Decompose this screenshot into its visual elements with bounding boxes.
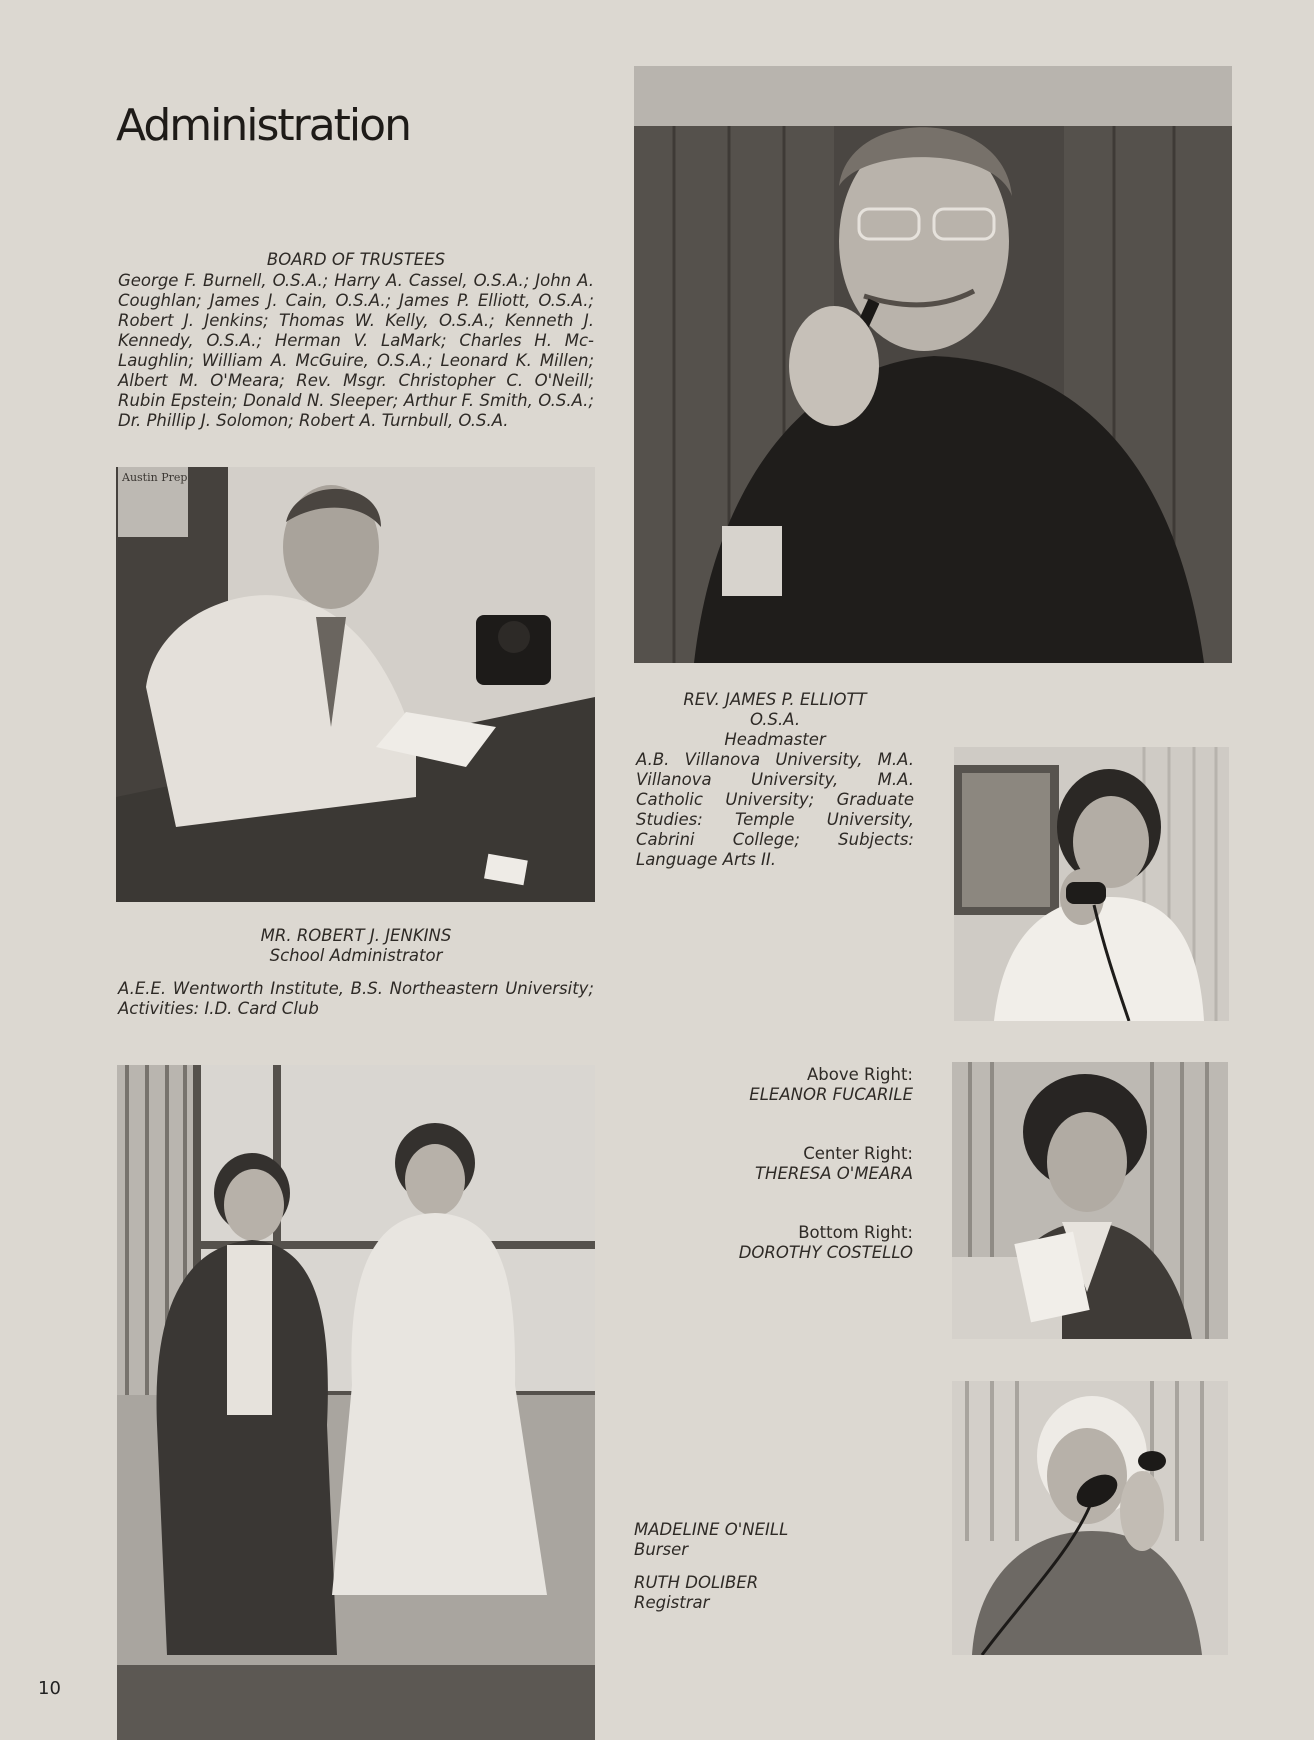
side-caption-2 <box>680 1144 913 1184</box>
staff-caption-ruth <box>634 1573 894 1613</box>
headmaster-role: Headmaster <box>724 730 826 749</box>
side-caption-name: THERESA O'MEARA <box>754 1164 913 1183</box>
side-caption-name: ELEANOR FUCARILE <box>749 1085 913 1104</box>
headmaster-photo <box>634 66 1232 663</box>
theresa-omeara-photo <box>952 1062 1228 1339</box>
staff-role: Burser <box>634 1540 689 1559</box>
administrator-role: School Administrator <box>269 946 443 965</box>
eleanor-fucarile-photo <box>954 747 1229 1021</box>
board-names: George F. Burnell, O.S.A.; Harry A. Cassel, O.S.A.; John A. Coughlan; James J. Cain, O.S.A.; James P. Elliott, O.S.A.; Robert J. Jenkins; Thomas W. Kelly, O.S.A.; Kenneth J. Kennedy, O.S.A.; Herman V. LaMark; Charles H. Mc-Laughlin; William A. McGuire, O.S.A.; Leonard K. Millen; Albert M. O'Meara; Rev. Msgr. Christopher C. O'Neill; Rubin Epstein; Donald N. Sleeper; Arthur F. Smith, O.S.A.; Dr. Phillip J. Solomon; Robert A. Turnbull, O.S.A. <box>118 271 594 430</box>
headmaster-bio: A.B. Villanova University, M.A. Villanova University, M.A. Catholic University; Graduate Studies: Temple University, Cabrini College; Subjects: Language Arts II. <box>636 750 914 869</box>
side-caption-3 <box>680 1223 913 1263</box>
calendar-label: Austin Prep <box>122 471 188 484</box>
administrator-bio: A.E.E. Wentworth Institute, B.S. Northeastern University; Activities: I.D. Card Club <box>118 979 594 1018</box>
side-caption-name: DOROTHY COSTELLO <box>738 1243 913 1262</box>
staff-name: MADELINE O'NEILL <box>634 1520 789 1539</box>
administrator-photo <box>116 467 595 902</box>
headmaster-name: REV. JAMES P. ELLIOTT <box>683 690 867 709</box>
headmaster-order: O.S.A. <box>749 710 801 729</box>
board-heading: BOARD OF TRUSTEES <box>266 250 446 269</box>
staff-name: RUTH DOLIBER <box>634 1573 759 1592</box>
staff-role: Registrar <box>634 1593 710 1612</box>
page-title: Administration <box>116 100 410 151</box>
staff-caption-madeline <box>634 1520 894 1560</box>
administrator-name: MR. ROBERT J. JENKINS <box>260 926 452 945</box>
side-caption-position: Center Right: <box>803 1144 913 1163</box>
side-caption-1 <box>680 1065 913 1105</box>
side-caption-position: Above Right: <box>806 1065 913 1084</box>
two-women-photo <box>117 1065 595 1740</box>
page-number: 10 <box>38 1678 61 1699</box>
dorothy-costello-photo <box>952 1381 1228 1655</box>
side-caption-position: Bottom Right: <box>798 1223 913 1242</box>
